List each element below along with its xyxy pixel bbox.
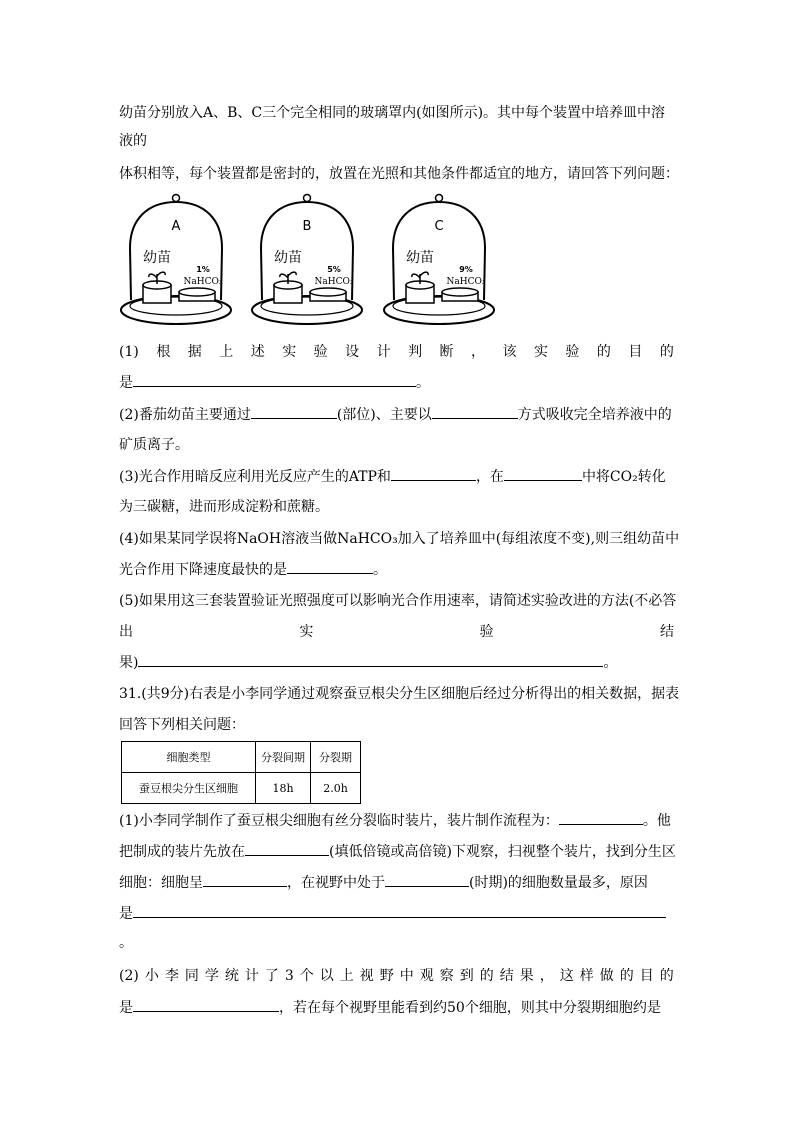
q31-2-char: 这 xyxy=(559,968,574,984)
q1-char: 计 xyxy=(376,344,391,360)
bell-jar-figure xyxy=(119,188,499,340)
q1-char: 上 xyxy=(219,344,234,360)
petri-dish-rim xyxy=(442,288,478,296)
q2-blank-mode[interactable] xyxy=(432,404,518,419)
q31-2-char: 到 xyxy=(459,968,474,984)
q31-line-2: 回答下列相关问题： xyxy=(119,717,245,733)
q31-2-char: 察 xyxy=(439,968,454,984)
cell-cycle-table xyxy=(121,741,361,804)
concentration-label: 5% xyxy=(327,265,341,274)
q1-answer-blank[interactable] xyxy=(133,372,416,387)
q31-2-char: 的 xyxy=(479,968,494,984)
q1-char: 的 xyxy=(596,344,611,360)
q31-1-blank-shape[interactable] xyxy=(203,872,287,887)
q1-char: 据 xyxy=(187,344,202,360)
q31-2-char: 个 xyxy=(299,968,314,984)
q31-2-char: ， xyxy=(539,968,554,984)
jar-knob xyxy=(436,195,443,202)
q31-1-line-4: 是 xyxy=(119,903,674,924)
q1-char: (1) xyxy=(119,344,139,360)
solution-label: NaHCO₃ xyxy=(446,277,486,287)
q31-1-blank-lens[interactable] xyxy=(245,841,329,856)
q3-line-2: 为三碳糖，进而形成淀粉和蔗糖。 xyxy=(119,499,329,515)
table-header-cell: 细胞类型 xyxy=(122,742,256,773)
q2-line-1: (2)番茄幼苗主要通过 (部位)、主要以 方式吸收完全培养液中的 xyxy=(119,404,674,425)
q5-word: 实 xyxy=(299,624,314,640)
q1-line-1 xyxy=(119,342,674,362)
q2-line-2: 矿质离子。 xyxy=(119,437,189,453)
q1-prefix: 是 xyxy=(119,375,133,391)
table-header-cell: 分裂期 xyxy=(311,742,361,773)
intro-line-1: 幼苗分别放入A、B、C三个完全相同的玻璃罩内(如图所示)。其中每个装置中培养皿中溶 xyxy=(119,105,666,121)
seedling-label: 幼苗 xyxy=(143,250,171,266)
q31-1-blank-phase[interactable] xyxy=(385,872,469,887)
q31-2-char: 的 xyxy=(619,968,634,984)
jar-letter: B xyxy=(302,219,312,234)
q1-char: 该 xyxy=(502,344,517,360)
jar-letter: A xyxy=(171,219,181,234)
q4-line-2: 光合作用下降速度最快的是 。 xyxy=(119,559,674,580)
q1-char: 验 xyxy=(313,344,328,360)
q5-line-2 xyxy=(119,622,674,642)
q3-line-1: (3)光合作用暗反应利用光反应产生的ATP和 ，在 中将CO₂转化 xyxy=(119,466,674,487)
q3-blank-1[interactable] xyxy=(391,466,476,481)
table-cell: 2.0h xyxy=(311,773,361,804)
q4-answer-blank[interactable] xyxy=(287,559,373,574)
q1-char: 设 xyxy=(345,344,360,360)
q1-char: 根 xyxy=(156,344,171,360)
petri-dish-rim xyxy=(179,288,215,296)
q1-char: 判 xyxy=(408,344,423,360)
q31-2-char: 果 xyxy=(519,968,534,984)
bell-jar-c xyxy=(384,195,494,325)
q31-2-char: 以 xyxy=(319,968,334,984)
q31-2-char: 3 xyxy=(284,968,294,984)
table-cell: 18h xyxy=(256,773,311,804)
table-cell: 蚕豆根尖分生区细胞 xyxy=(122,773,256,804)
q4-line-1: (4)如果某同学误将NaOH溶液当做NaHCO₃加入了培养皿中(每组浓度不变),则三组幼苗中 xyxy=(119,531,680,547)
q31-2-char: 野 xyxy=(379,968,394,984)
q1-char: 断 xyxy=(439,344,454,360)
q31-1-line-5: 。 xyxy=(119,935,133,951)
table-header-cell: 分裂间期 xyxy=(256,742,311,773)
bell-jar-b xyxy=(252,195,362,325)
q31-2-char: 结 xyxy=(499,968,514,984)
q1-char: 目 xyxy=(628,344,643,360)
q31-2-char: 统 xyxy=(224,968,239,984)
q1-char: 实 xyxy=(282,344,297,360)
q31-2-char: 计 xyxy=(244,968,259,984)
jar-letter: C xyxy=(434,219,444,234)
q31-2-char: 目 xyxy=(639,968,654,984)
q1-char: 实 xyxy=(533,344,548,360)
q31-2-char: 视 xyxy=(359,968,374,984)
q5-line-1: (5)如果用这三套装置验证光照强度可以影响光合作用速率，请简述实验改进的方法(不必答 xyxy=(119,593,677,609)
q31-2-char: 同 xyxy=(184,968,199,984)
q31-2-char: 学 xyxy=(204,968,219,984)
q31-line-1: 31.(共9分)右表是小李同学通过观察蚕豆根尖分生区细胞后经过分析得出的相关数据，据表 xyxy=(119,686,680,702)
concentration-label: 1% xyxy=(196,265,210,274)
q1-char: 验 xyxy=(565,344,580,360)
intro-line-3: 体积相等，每个装置都是密封的，放置在光照和其他条件都适宜的地方，请回答下列问题： xyxy=(119,166,679,182)
bell-jar-diagram xyxy=(119,188,499,336)
petri-dish-rim xyxy=(310,288,346,296)
q31-2-line-2: 是 ，若在每个视野里能看到约50个细胞，则其中分裂期细胞约是 xyxy=(119,997,674,1018)
q2-blank-part[interactable] xyxy=(251,404,337,419)
q31-2-char: 小 xyxy=(144,968,159,984)
q31-2-char: 了 xyxy=(264,968,279,984)
q1-line-2 xyxy=(119,372,674,393)
seedling-label: 幼苗 xyxy=(406,250,434,266)
q31-1-line-1: (1)小李同学制作了蚕豆根尖细胞有丝分裂临时装片，装片制作流程为： 。他 xyxy=(119,810,674,831)
q31-2-char: 观 xyxy=(419,968,434,984)
q5-line-3: 果) 。 xyxy=(119,652,674,673)
q31-2-char: 李 xyxy=(164,968,179,984)
concentration-label: 9% xyxy=(459,265,473,274)
table-header-row xyxy=(122,742,361,773)
intro-line-2: 液的 xyxy=(119,133,147,149)
q31-1-line-3: 细胞：细胞呈 ，在视野中处于 (时期)的细胞数量最多，原因 xyxy=(119,872,674,893)
q5-word: 出 xyxy=(119,624,133,640)
q5-word: 结 xyxy=(659,624,674,640)
q31-2-char: 样 xyxy=(579,968,594,984)
q31-2-char: 的 xyxy=(659,968,674,984)
solution-label: NaHCO₃ xyxy=(183,277,223,287)
q31-2-line-1 xyxy=(119,966,674,986)
q31-2-char: 中 xyxy=(399,968,414,984)
q1-char: ， xyxy=(471,344,485,360)
table-row xyxy=(122,773,361,804)
q3-blank-2[interactable] xyxy=(504,466,582,481)
bell-jar-a xyxy=(121,195,231,325)
q5-word: 验 xyxy=(479,624,494,640)
q5-answer-blank[interactable] xyxy=(138,652,603,667)
q31-1-blank-reason[interactable] xyxy=(133,903,666,918)
q1-char: 述 xyxy=(250,344,265,360)
q31-1-line-2: 把制成的装片先放在 (填低倍镜或高倍镜)下观察，扫视整个装片，找到分生区 xyxy=(119,841,674,862)
q31-2-char: 做 xyxy=(599,968,614,984)
seedling-label: 幼苗 xyxy=(274,250,302,266)
q31-2-blank-purpose[interactable] xyxy=(133,997,279,1012)
q1-char: 的 xyxy=(659,344,674,360)
q31-1-blank-process[interactable] xyxy=(559,810,643,825)
q31-2-char: 上 xyxy=(339,968,354,984)
solution-label: NaHCO₃ xyxy=(314,277,354,287)
jar-knob xyxy=(304,195,311,202)
q31-2-char: (2) xyxy=(119,968,139,984)
q1-suffix: 。 xyxy=(416,375,430,391)
jar-knob xyxy=(173,195,180,202)
